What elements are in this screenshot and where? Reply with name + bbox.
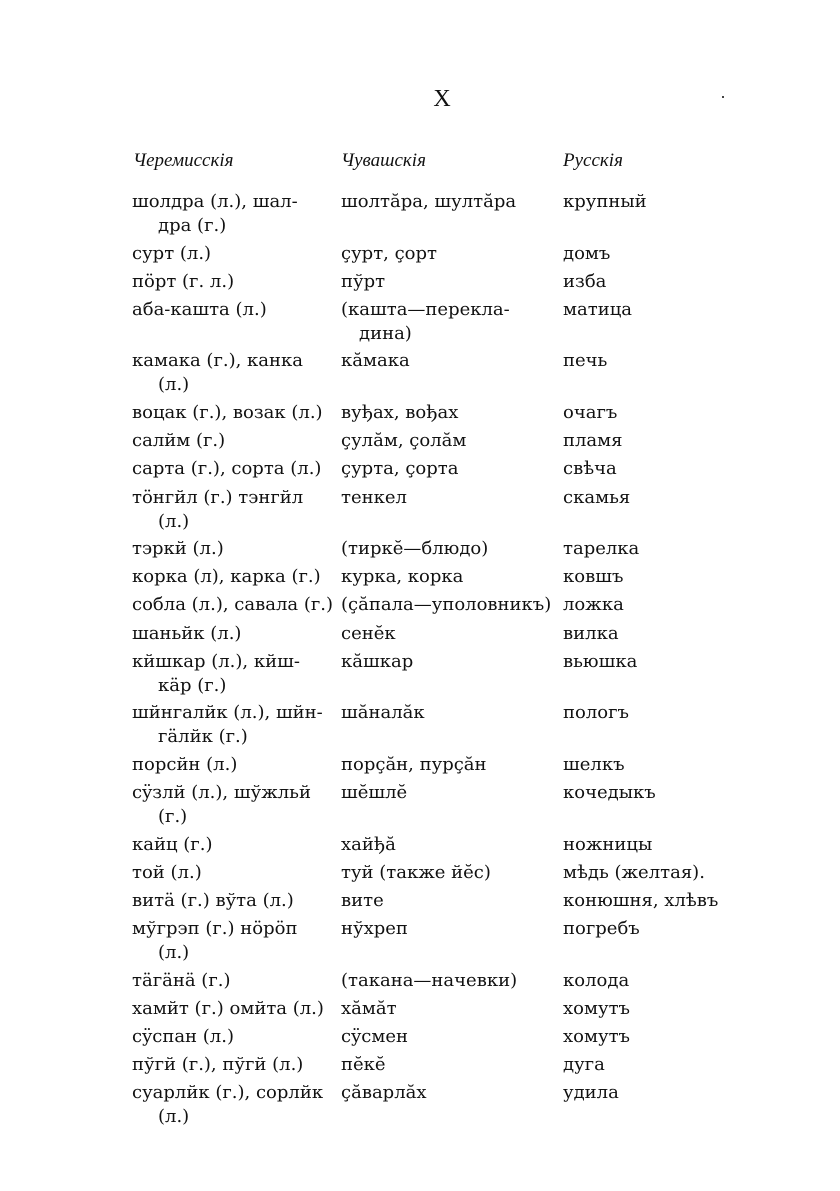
cheremis-term [133,622,338,646]
russian-term-line: вьюшка [563,650,638,672]
cheremis-term-line: пўгй (г.), пўгй (л.) [132,1054,304,1076]
chuvash-term-line: вите [341,889,384,911]
russian-term [563,781,763,805]
russian-term-line: ложка [563,594,624,616]
russian-term [563,833,763,857]
chuvash-term [341,537,561,561]
cheremis-term-line: гäлйк (г.) [158,726,248,748]
cheremis-term [133,401,338,425]
chuvash-term [341,1025,561,1049]
russian-term [563,969,763,993]
chuvash-term [341,917,561,941]
russian-term [563,270,763,294]
russian-term [563,190,763,214]
cheremis-term-line: сурт (л.) [132,242,212,264]
russian-term-line: колода [563,969,630,991]
cheremis-term-line: кйшкар (л.), кйш- [132,650,300,672]
cheremis-term [133,650,338,698]
chuvash-term-line: шăналăк [341,702,425,724]
cheremis-term-line: (г.) [158,806,188,827]
chuvash-term [341,565,561,589]
cheremis-term-line: собла (л.), савала (г.) [132,594,334,616]
russian-term-line: скамья [563,486,631,508]
chuvash-term [341,753,561,777]
chuvash-term-line: шолтăра, шултăра [341,191,517,212]
cheremis-term [133,889,338,913]
chuvash-term [341,833,561,857]
chuvash-term-line: туй (также йĕс) [341,861,491,883]
chuvash-term-line: сенĕк [341,622,396,644]
chuvash-term-line: (такана—начевки) [341,969,518,991]
russian-term [563,242,763,266]
russian-term [563,650,763,674]
chuvash-term [341,997,561,1021]
russian-term [563,917,763,941]
russian-term-line: вилка [563,622,619,644]
russian-term-line: мѣдь (желтая). [563,861,705,883]
cheremis-term-line: тöнгйл (г.) тэнгйл [132,486,304,508]
chuvash-term [341,486,561,510]
cheremis-term [133,917,338,965]
russian-term [563,349,763,373]
cheremis-term-line: той (л.) [132,861,202,883]
cheremis-term [133,537,338,561]
russian-term [563,401,763,425]
cheremis-term [133,701,338,749]
chuvash-term [341,401,561,425]
cheremis-term-line: (л.) [158,1106,190,1128]
russian-term-line: матица [563,298,632,320]
russian-term [563,457,763,481]
cheremis-term-line: тäгäнä (г.) [132,969,231,991]
chuvash-term [341,429,561,453]
chuvash-term [341,889,561,913]
russian-term-line: шелкъ [563,753,625,775]
cheremis-term [133,969,338,993]
cheremis-term [133,1025,338,1049]
cheremis-term-line: сÿзлй (л.), шўжльй [132,782,311,803]
chuvash-term [341,701,561,725]
cheremis-term-line: воцак (г.), возак (л.) [132,401,323,423]
chuvash-term [341,242,561,266]
chuvash-term-line: (çăпала—уполовникъ) [341,594,552,616]
russian-term-line: конюшня, хлѣвъ [563,889,719,911]
cheremis-term-line: салйм (г.) [132,430,226,452]
chuvash-term-line: çурт, çорт [341,242,437,264]
russian-term-line: погребъ [563,918,640,940]
chuvash-term-line: пĕкĕ [341,1054,386,1076]
cheremis-term-line: кäр (г.) [158,674,227,696]
chuvash-term-line: шĕшлĕ [341,782,408,803]
russian-term [563,701,763,725]
cheremis-term-line: шаньйк (л.) [132,622,242,644]
cheremis-term [133,270,338,294]
cheremis-term-line: аба-кашта (л.) [132,298,267,320]
russian-term-line: пологъ [563,702,629,724]
chuvash-term [341,190,561,214]
chuvash-term-line: пўрт [341,270,386,292]
cheremis-term [133,833,338,857]
cheremis-term [133,593,338,617]
cheremis-term [133,486,338,534]
chuvash-term-line: хăмăт [341,997,397,1019]
chuvash-term [341,650,561,674]
chuvash-term [341,1081,561,1105]
cheremis-term-line: (л.) [158,374,190,396]
russian-term-line: хомутъ [563,1026,630,1047]
cheremis-term-line: хамйт (г.) омйта (л.) [132,997,324,1019]
cheremis-term [133,781,338,829]
cheremis-term-line: корка (л), карка (г.) [132,566,321,588]
cheremis-term-line: сÿспан (л.) [132,1026,234,1047]
cheremis-term [133,861,338,885]
chuvash-term-line: курка, корка [341,566,464,588]
column-headers [133,150,733,178]
cheremis-term [133,298,338,322]
cheremis-term [133,1053,338,1077]
chuvash-term [341,270,561,294]
chuvash-term-line: кăшкар [341,650,414,672]
russian-term-line: ножницы [563,833,653,855]
chuvash-term-line: нўхреп [341,918,408,940]
chuvash-term-line: çăварлăх [341,1082,427,1104]
cheremis-term-line: тэркй (л.) [132,538,224,559]
russian-term-line: крупный [563,191,647,212]
cheremis-term-line: шолдра (л.), шал- [132,191,298,212]
chuvash-term [341,349,561,373]
cheremis-term [133,349,338,397]
cheremis-term [133,429,338,453]
header-cheremis: Черемисскія [133,150,234,171]
russian-term [563,1025,763,1049]
cheremis-term [133,1081,338,1129]
russian-term [563,565,763,589]
chuvash-term [341,969,561,993]
russian-term [563,537,763,561]
cheremis-term-line: шйнгалйк (л.), шйн- [132,702,323,724]
cheremis-term [133,565,338,589]
russian-term [563,298,763,322]
chuvash-term-line: çулăм, çолăм [341,430,467,452]
cheremis-term-line: кайц (г.) [132,833,213,855]
chuvash-term [341,298,561,346]
chuvash-term-line: порçăн, пурçăн [341,753,487,775]
russian-term-line: ковшъ [563,566,624,588]
chuvash-term-line: хайђă [341,833,396,855]
chuvash-term [341,1053,561,1077]
chuvash-term [341,622,561,646]
cheremis-term-line: камака (г.), канка [132,350,304,372]
russian-term [563,997,763,1021]
cheremis-term [133,457,338,481]
russian-term-line: домъ [563,242,611,264]
russian-term [563,1053,763,1077]
chuvash-term [341,781,561,805]
russian-term-line: кочедыкъ [563,782,656,803]
cheremis-term [133,242,338,266]
chuvash-term-line: (кашта—перекла- [341,298,510,320]
chuvash-term-line: (тиркĕ—блюдо) [341,538,489,559]
chuvash-term-line: тенкел [341,486,407,508]
chuvash-term [341,861,561,885]
chuvash-term-line: çурта, çорта [341,458,459,480]
chuvash-term-line: кăмака [341,350,410,372]
russian-term [563,889,763,913]
print-speck [722,96,724,98]
russian-term-line: изба [563,270,607,292]
russian-term [563,1081,763,1105]
chuvash-term [341,593,561,617]
chuvash-term [341,457,561,481]
cheremis-term-line: (л.) [158,510,190,532]
cheremis-term-line: порсйн (л.) [132,753,238,775]
header-chuvash: Чувашскія [341,150,426,171]
russian-term-line: свѣча [563,458,617,480]
header-russian: Русскія [563,150,623,171]
russian-term-line: удила [563,1082,619,1104]
page-number: X [433,86,451,112]
cheremis-term [133,997,338,1021]
cheremis-term-line: сарта (г.), сорта (л.) [132,458,322,480]
chuvash-term-line: дина) [359,322,412,344]
cheremis-term [133,190,338,238]
cheremis-term-line: витä (г.) вўта (л.) [132,889,294,911]
russian-term [563,861,763,885]
russian-term [563,753,763,777]
russian-term-line: печь [563,350,608,372]
russian-term-line: тарелка [563,538,640,559]
russian-term-line: пламя [563,430,623,452]
cheremis-term [133,753,338,777]
cheremis-term-line: (л.) [158,942,190,964]
cheremis-term-line: мўгрэп (г.) нöрöп [132,918,298,940]
russian-term-line: очагъ [563,401,618,423]
chuvash-term-line: сÿсмен [341,1026,408,1047]
chuvash-term-line: вуђах, вођах [341,401,459,423]
cheremis-term-line: пöрт (г. л.) [132,270,235,292]
russian-term-line: дуга [563,1054,605,1076]
cheremis-term-line: суарлйк (г.), сорлйк [132,1082,324,1104]
russian-term [563,429,763,453]
russian-term [563,593,763,617]
russian-term [563,486,763,510]
russian-term-line: хомутъ [563,997,630,1019]
russian-term [563,622,763,646]
cheremis-term-line: дра (г.) [158,215,227,236]
